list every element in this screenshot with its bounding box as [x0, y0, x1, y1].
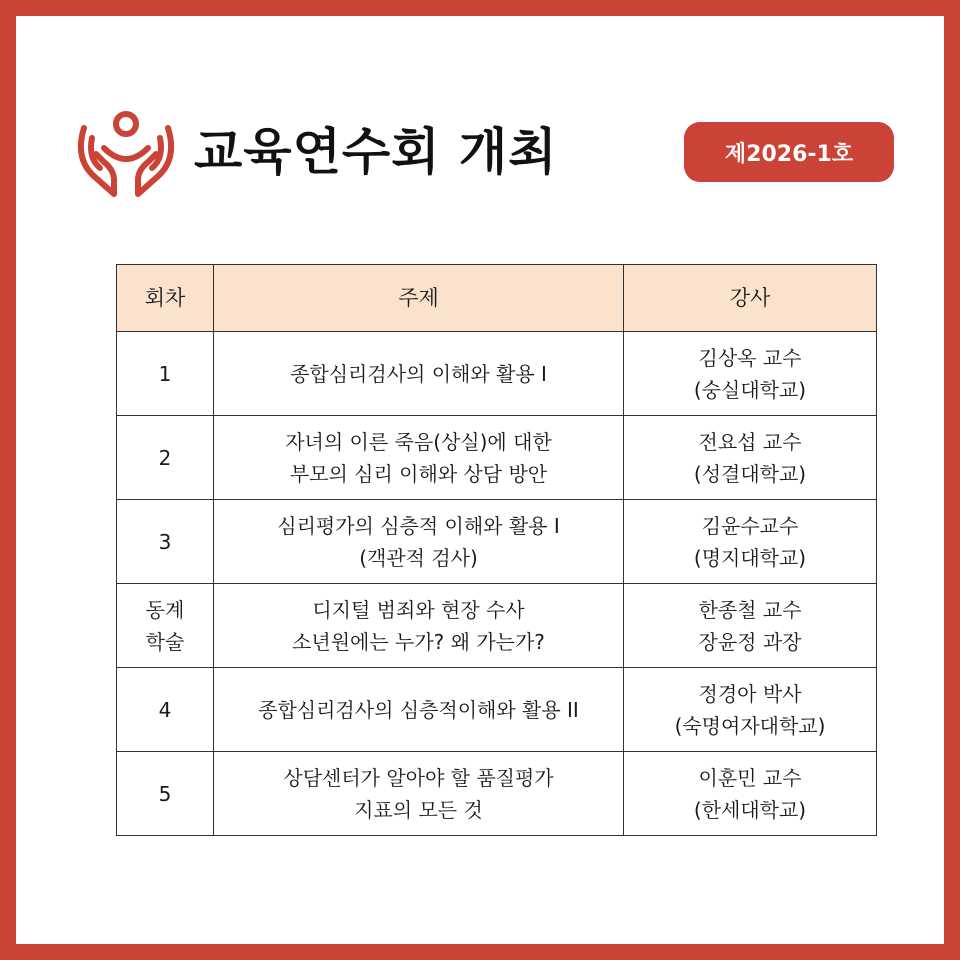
topic-cell: 종합심리검사의 이해와 활용 I [214, 332, 624, 416]
round-cell: 4 [117, 668, 214, 752]
topic-cell: 디지털 범죄와 현장 수사 소년원에는 누가? 왜 가는가? [214, 584, 624, 668]
topic-cell: 상담센터가 알아야 할 품질평가 지표의 모든 것 [214, 752, 624, 836]
page-title: 교육연수회 개최 [194, 123, 558, 181]
table-row [117, 668, 877, 752]
hands-person-icon [74, 108, 178, 204]
header-lecturer: 강사 [624, 265, 877, 332]
lecturer-cell: 김상옥 교수 (숭실대학교) [624, 332, 877, 416]
table-row [117, 416, 877, 500]
round-cell: 1 [117, 332, 214, 416]
table-row [117, 332, 877, 416]
schedule-table [116, 264, 877, 836]
table-header-row [117, 265, 877, 332]
table-row [117, 752, 877, 836]
table-row [117, 584, 877, 668]
header-topic: 주제 [214, 265, 624, 332]
lecturer-cell: 전요섭 교수 (성결대학교) [624, 416, 877, 500]
header-round: 회차 [117, 265, 214, 332]
lecturer-cell: 김윤수교수 (명지대학교) [624, 500, 877, 584]
round-cell: 3 [117, 500, 214, 584]
round-cell: 5 [117, 752, 214, 836]
topic-cell: 심리평가의 심층적 이해와 활용 I (객관적 검사) [214, 500, 624, 584]
topic-cell: 자녀의 이른 죽음(상실)에 대한 부모의 심리 이해와 상담 방안 [214, 416, 624, 500]
round-cell: 2 [117, 416, 214, 500]
issue-badge: 제2026-1호 [684, 122, 894, 182]
topic-cell: 종합심리검사의 심층적이해와 활용 II [214, 668, 624, 752]
lecturer-cell: 이훈민 교수 (한세대학교) [624, 752, 877, 836]
round-cell: 동계 학술 [117, 584, 214, 668]
lecturer-cell: 정경아 박사 (숙명여자대학교) [624, 668, 877, 752]
lecturer-cell: 한종철 교수 장윤정 과장 [624, 584, 877, 668]
table-row [117, 500, 877, 584]
